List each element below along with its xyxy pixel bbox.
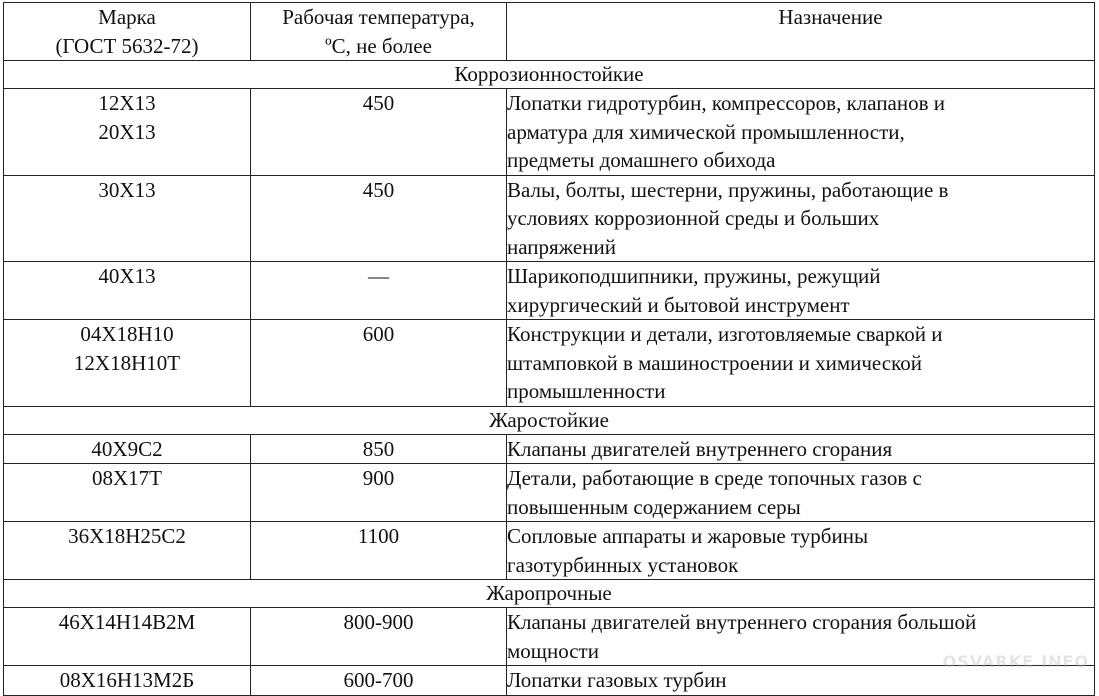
steel-grades-table [3,2,1095,696]
purpose-cell [507,464,1095,522]
grade-cell [4,434,251,464]
grade-cell [4,666,251,696]
grade-cell [4,464,251,522]
table-row [4,464,1095,522]
purpose-cell [507,175,1095,262]
purpose-line: повышенным содержанием серы [507,494,801,519]
section-row [4,580,1095,608]
temperature-cell [251,262,507,320]
table-row [4,608,1095,666]
purpose-line: промышленности [507,379,666,403]
temperature-cell [251,89,507,176]
grade-cell [4,608,251,666]
purpose-line: Сопловые аппараты и жаровые турбины [507,524,869,548]
temperature-value: 600 [362,322,395,346]
section-title: Жаростойкие [4,406,1095,434]
section-title: Коррозионностойкие [4,61,1095,89]
purpose-line: газотурбинных установок [507,552,739,577]
steel-grade: 08Х17Т [92,466,162,490]
purpose-line: хирургический и бытовой инструмент [507,292,850,317]
steel-grade: 12Х13 [98,91,156,115]
temperature-value: 450 [362,91,395,115]
grade-cell [4,522,251,580]
temperature-cell [251,522,507,580]
section-title: Жаропрочные [4,580,1095,608]
temperature-value: 1100 [357,524,400,548]
header-grade: Марка (ГОСТ 5632-72) [4,3,251,61]
steel-grade: 36Х18Н25С2 [68,524,186,548]
section-row [4,61,1095,89]
purpose-cell [507,522,1095,580]
temperature-cell [251,666,507,696]
steel-grade: 40Х13 [98,264,156,288]
purpose-line: предметы домашнего обихода [507,148,776,172]
purpose-line: Лопатки гидротурбин, компрессоров, клапанов и [507,91,946,115]
steel-grade: 04Х18Н10 [80,322,174,346]
purpose-cell [507,434,1095,464]
temperature-cell [251,320,507,407]
header-purpose: Назначение [507,3,1095,61]
purpose-line: Конструкции и детали, изготовляемые сваркой и [507,322,943,346]
purpose-cell [507,608,1095,666]
table-header-row [4,3,1095,61]
grade-cell [4,175,251,262]
purpose-line: арматура для химической промышленности, [507,119,905,144]
table-row [4,666,1095,696]
table-row [4,175,1095,262]
table-row [4,522,1095,580]
temperature-cell [251,175,507,262]
purpose-line: Клапаны двигателей внутреннего сгорания большой [507,610,977,634]
purpose-line: мощности [507,638,599,663]
purpose-line: Валы, болты, шестерни, пружины, работающие в [507,177,949,202]
purpose-cell [507,666,1095,696]
purpose-line: штамповкой в машиностроении и химической [507,350,922,375]
steel-grade: 46Х14Н14В2М [58,610,196,634]
temperature-value: 900 [362,466,395,490]
purpose-line: напряжений [507,234,616,259]
steel-grade: 12Х18Н10Т [73,350,181,375]
temperature-value: 600-700 [343,668,414,692]
section-row [4,406,1095,434]
temperature-cell [251,608,507,666]
purpose-line: Клапаны двигателей внутреннего сгорания [507,436,893,461]
purpose-line: Шарикоподшипники, пружины, режущий [507,264,881,288]
temperature-cell [251,464,507,522]
temperature-cell [251,434,507,464]
temperature-value: 450 [362,177,395,202]
temperature-value: 850 [362,436,395,461]
temperature-value: — [368,264,389,288]
grade-cell [4,262,251,320]
table-row [4,89,1095,176]
grade-cell [4,320,251,407]
table-row [4,434,1095,464]
purpose-cell [507,320,1095,407]
steel-grade: 20Х13 [98,119,156,144]
purpose-cell [507,262,1095,320]
purpose-line: Детали, работающие в среде топочных газов с [507,466,922,490]
purpose-cell [507,89,1095,176]
table-row [4,320,1095,407]
purpose-line: условиях коррозионной среды и больших [507,206,880,230]
steel-grade: 08Х16Н13М2Б [59,668,195,692]
grade-cell [4,89,251,176]
table-row [4,262,1095,320]
header-temperature: Рабочая температура, ºС, не более [251,3,507,61]
watermark: OSVARKE.INFO [942,652,1089,671]
table-body [4,61,1095,696]
steel-grade: 30Х13 [98,177,156,202]
purpose-line: Лопатки газовых турбин [507,668,727,692]
steel-grade: 40Х9С2 [91,436,163,461]
temperature-value: 800-900 [343,610,414,634]
